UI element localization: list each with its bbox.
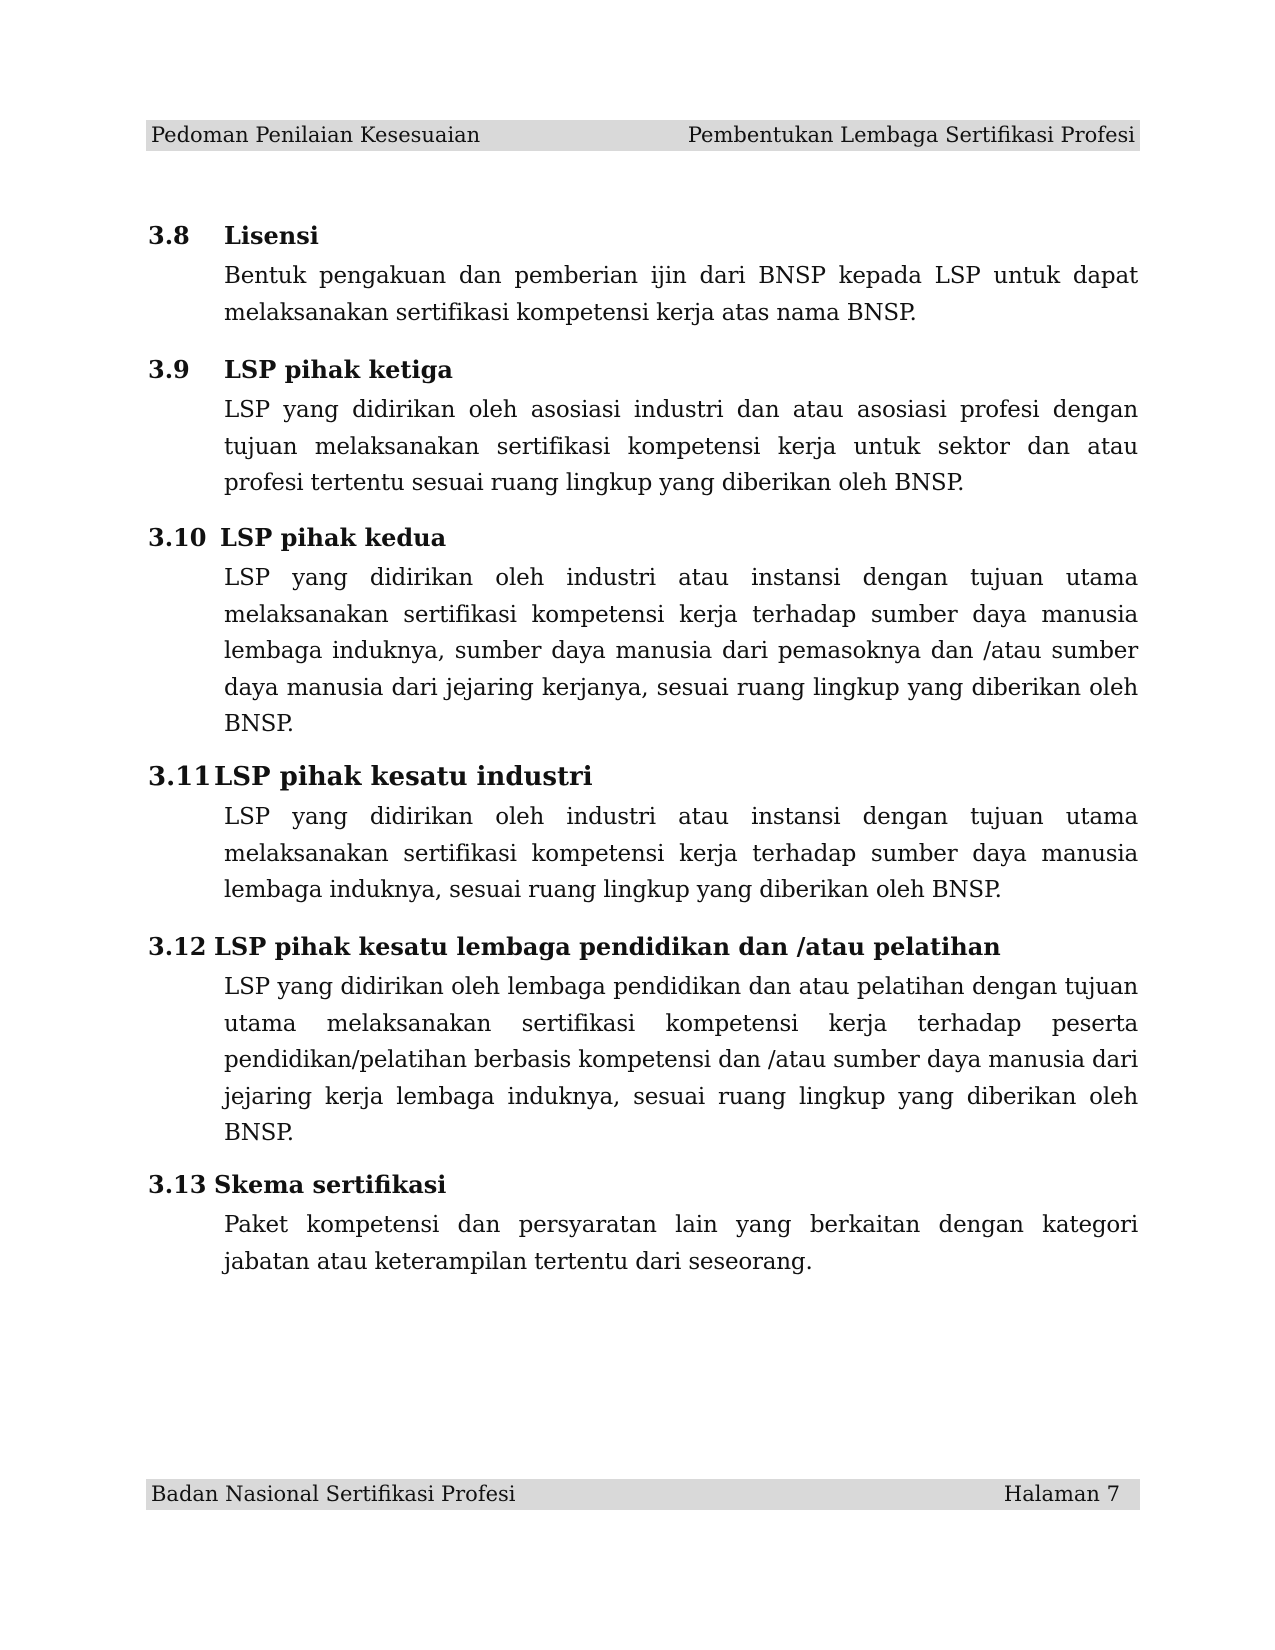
footer-left-text: Badan Nasional Sertifikasi Profesi <box>151 1482 516 1506</box>
section-body: Bentuk pengakuan dan pemberian ijin dari BNSP kepada LSP untuk dapat melaksanakan sertifikasi kompetensi kerja atas nama BNSP. <box>224 263 1138 326</box>
section-body: LSP yang didirikan oleh asosiasi industri dan atau asosiasi profesi dengan tujuan melaksanakan sertifikasi kompetensi kerja untuk sektor dan atau profesi tertentu sesuai ruang lingkup yang diberikan oleh BNSP. <box>224 397 1138 496</box>
section-heading <box>148 221 1138 251</box>
section-number: 3.11 <box>148 762 212 792</box>
section-3-12 <box>148 932 1138 1152</box>
section-body: LSP yang didirikan oleh industri atau instansi dengan tujuan utama melaksanakan sertifikasi kompetensi kerja terhadap sumber daya manusia lembaga induknya, sesuai ruang lingkup yang diberikan oleh BNSP. <box>224 804 1138 903</box>
header-right-text: Pembentukan Lembaga Sertifikasi Profesi <box>687 123 1135 147</box>
section-heading <box>148 355 1138 385</box>
section-title: LSP pihak kesatu lembaga pendidikan dan /atau pelatihan <box>214 932 1001 961</box>
section-heading <box>148 523 1138 553</box>
section-title: LSP pihak kesatu industri <box>214 762 593 792</box>
section-body: LSP yang didirikan oleh lembaga pendidikan dan atau pelatihan dengan tujuan utama melaksanakan sertifikasi kompetensi kerja terhadap peserta pendidikan/pelatihan berbasis kompetensi dan /atau sumber daya manusia dari jejaring kerja lembaga induknya, sesuai ruang lingkup yang diberikan oleh BNSP. <box>224 974 1139 1146</box>
section-number: 3.12 <box>148 932 207 961</box>
section-number: 3.8 <box>148 221 190 250</box>
section-3-9 <box>148 355 1138 502</box>
section-heading <box>148 932 1138 962</box>
section-3-13 <box>148 1170 1138 1280</box>
section-heading <box>148 1170 1138 1200</box>
section-body: LSP yang didirikan oleh industri atau instansi dengan tujuan utama melaksanakan sertifikasi kompetensi kerja terhadap sumber daya manusia lembaga induknya, sumber daya manusia dari pemasoknya dan /atau sumber daya manusia dari jejaring kerjanya, sesuai ruang lingkup yang diberikan oleh BNSP. <box>224 565 1138 737</box>
page-footer <box>146 1479 1140 1510</box>
section-heading <box>148 762 1138 792</box>
section-3-10 <box>148 523 1138 743</box>
page-number: Halaman 7 <box>1003 1482 1120 1506</box>
section-number: 3.13 <box>148 1170 207 1199</box>
section-body: Paket kompetensi dan persyaratan lain yang berkaitan dengan kategori jabatan atau keterampilan tertentu dari seseorang. <box>224 1212 1138 1275</box>
section-title: LSP pihak kedua <box>220 523 447 552</box>
section-number: 3.9 <box>148 355 190 384</box>
section-title: LSP pihak ketiga <box>224 355 453 384</box>
section-3-8 <box>148 221 1138 331</box>
section-number: 3.10 <box>148 523 207 552</box>
section-title: Lisensi <box>224 221 319 250</box>
header-left-text: Pedoman Penilaian Kesesuaian <box>151 123 481 147</box>
section-3-11 <box>148 762 1138 909</box>
page-header <box>146 120 1140 151</box>
section-title: Skema sertifikasi <box>214 1170 447 1199</box>
